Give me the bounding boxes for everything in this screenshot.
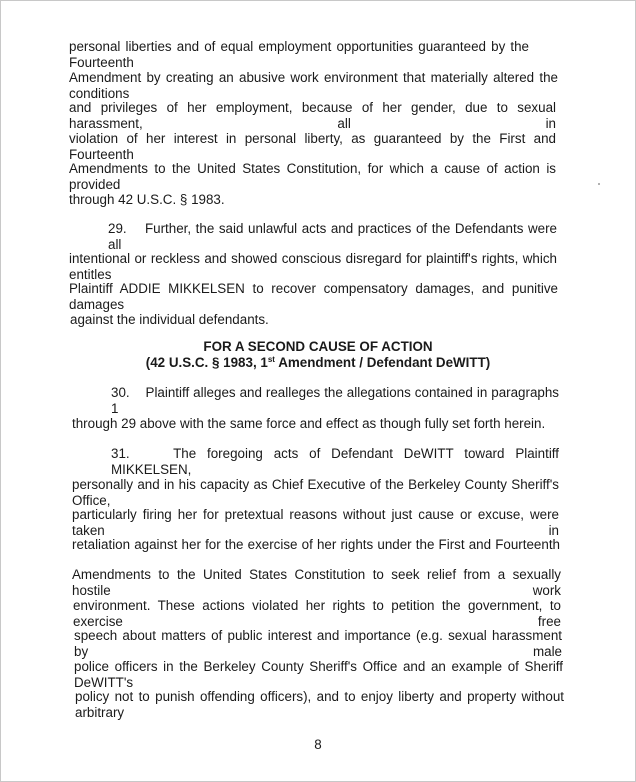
text-line: and privileges of her employment, because of her gender, due to sexual harassment, all in (69, 100, 556, 131)
section-subheading (0, 355, 636, 371)
text-line: retaliation against her for the exercise of her rights under the First and Fourteenth (72, 537, 560, 552)
paragraph-30-start: 30. Plaintiff alleges and realleges the allegations contained in paragraphs 1 (111, 385, 559, 416)
heading-line-2-part-1: (42 U.S.C. § 1983, 1 (145, 355, 268, 370)
text-line: Amendment by creating an abusive work environment that materially altered the conditions (69, 70, 558, 101)
text-line: violation of her interest in personal liberty, as guaranteed by the First and Fourteenth (69, 131, 556, 162)
text-line: Amendments to the United States Constitution to seek relief from a sexually hostile work (72, 567, 561, 598)
text-line: intentional or reckless and showed conscious disregard for plaintiff's rights, which entitles (69, 251, 557, 282)
text-line: environment. These actions violated her rights to petition the government, to exercise free (73, 598, 561, 629)
text-line: Plaintiff ADDIE MIKKELSEN to recover compensatory damages, and punitive damages (69, 281, 558, 312)
text-line: police officers in the Berkeley County Sheriff's Office and an example of Sheriff DeWITT's (74, 659, 563, 690)
heading-superscript: st (267, 355, 275, 364)
text-line: Amendments to the United States Constitution, for which a cause of action is provided (69, 161, 556, 192)
paragraph-31-start: 31. The foregoing acts of Defendant DeWITT toward Plaintiff MIKKELSEN, (111, 446, 559, 477)
text-line: speech about matters of public interest and importance (e.g. sexual harassment by male (74, 628, 562, 659)
text-line: particularly firing her for pretextual reasons without just cause or excuse, were taken in (72, 507, 559, 538)
text-line: policy not to punish offending officers), and to enjoy liberty and property without arbitrary (75, 689, 564, 720)
heading-line-2-part-2: Amendment / Defendant DeWITT) (274, 355, 491, 370)
heading-line-1: FOR A SECOND CAUSE OF ACTION (203, 339, 433, 354)
text-line: through 42 U.S.C. § 1983. (69, 192, 225, 207)
page-number: 8 (314, 737, 322, 752)
text-line: against the individual defendants. (70, 312, 269, 327)
scan-speck (598, 183, 600, 185)
text-line: through 29 above with the same force and effect as though fully set forth herein. (72, 416, 546, 431)
text-line: personal liberties and of equal employment opportunities guaranteed by the Fourteenth (69, 39, 529, 70)
text-line: personally and in his capacity as Chief Executive of the Berkeley County Sheriff's Office, (72, 477, 559, 508)
section-heading (0, 339, 636, 355)
paragraph-29-start: 29. Further, the said unlawful acts and practices of the Defendants were all (108, 221, 557, 252)
